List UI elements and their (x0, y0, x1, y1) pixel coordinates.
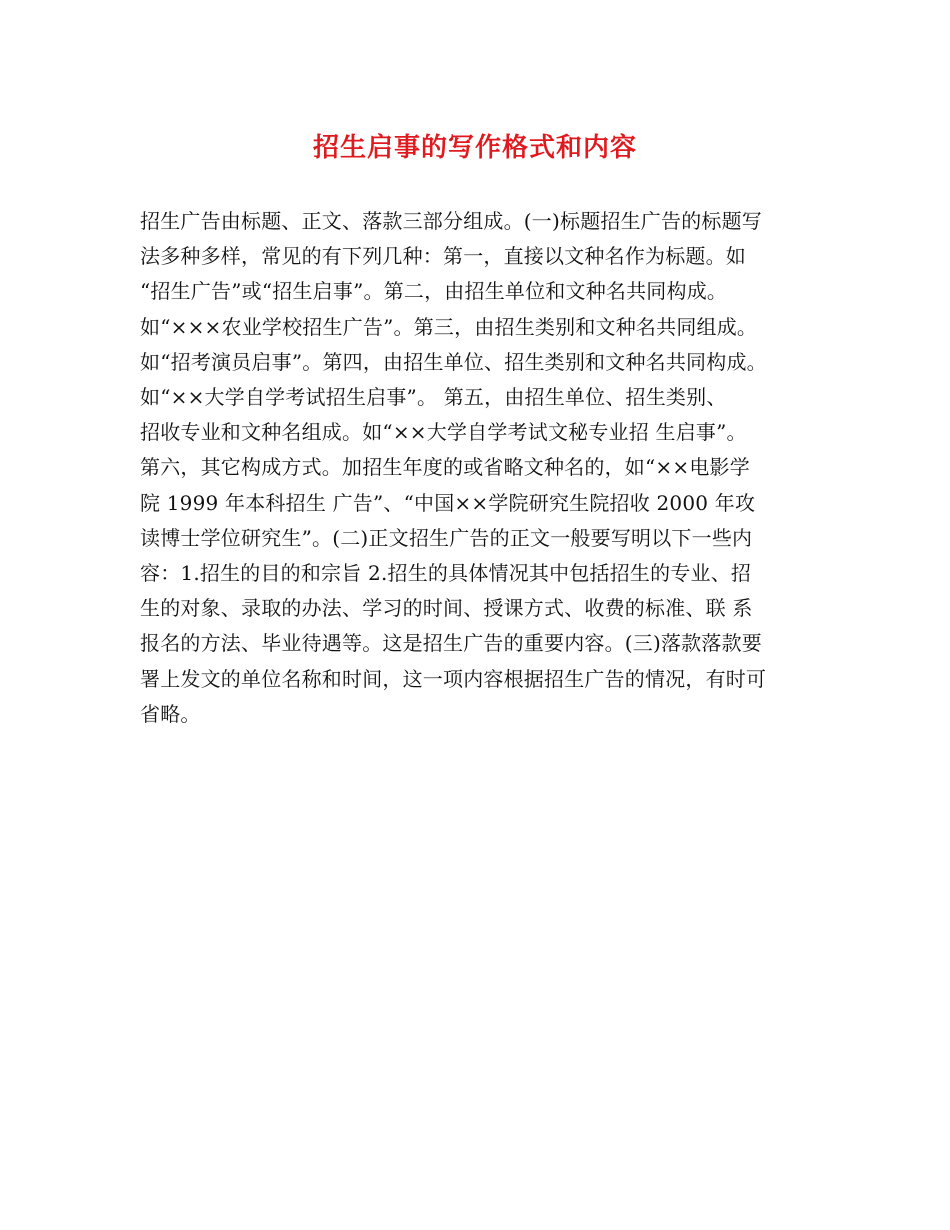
document-title: 招生启事的写作格式和内容 (312, 133, 637, 163)
body-line: 院 1999 年本科招生 广告”、“中国××学院研究生院招收 2000 年攻 (140, 490, 756, 515)
body-line: “招生广告”或“招生启事”。第二，由招生单位和文种名共同构成。 (140, 279, 728, 304)
body-line: 报名的方法、毕业待遇等。这是招生广告的重要内容。(三)落款落款要 (140, 631, 763, 656)
body-line: 容：1.招生的目的和宗旨 2.招生的具体情况其中包括招生的专业、招 (140, 561, 752, 586)
body-line: 生的对象、录取的办法、学习的时间、授课方式、收费的标准、联 系 (140, 596, 753, 621)
document-body (140, 204, 840, 732)
body-line: 法多种多样，常见的有下列几种：第一，直接以文种名作为标题。如 (140, 244, 746, 269)
body-line: 省略。 (140, 701, 201, 726)
body-line: 第六，其它构成方式。加招生年度的或省略文种名的，如“××电影学 (140, 455, 750, 480)
body-line: 招收专业和文种名组成。如“××大学自学考试文秘专业招 生启事”。 (140, 420, 747, 445)
body-line: 如“×××农业学校招生广告”。第三，由招生类别和文种名共同组成。 (140, 314, 758, 339)
body-line: 如“××大学自学考试招生启事”。 第五，由招生单位、招生类别、 (140, 385, 727, 410)
body-line: 读博士学位研究生”。(二)正文招生广告的正文一般要写明以下一些内 (140, 525, 753, 550)
body-line: 署上发文的单位名称和时间，这一项内容根据招生广告的情况，有时可 (140, 666, 767, 691)
body-line: 招生广告由标题、正文、落款三部分组成。(一)标题招生广告的标题写 (140, 209, 763, 233)
body-line: 如“招考演员启事”。第四，由招生单位、招生类别和文种名共同构成。 (140, 349, 767, 374)
